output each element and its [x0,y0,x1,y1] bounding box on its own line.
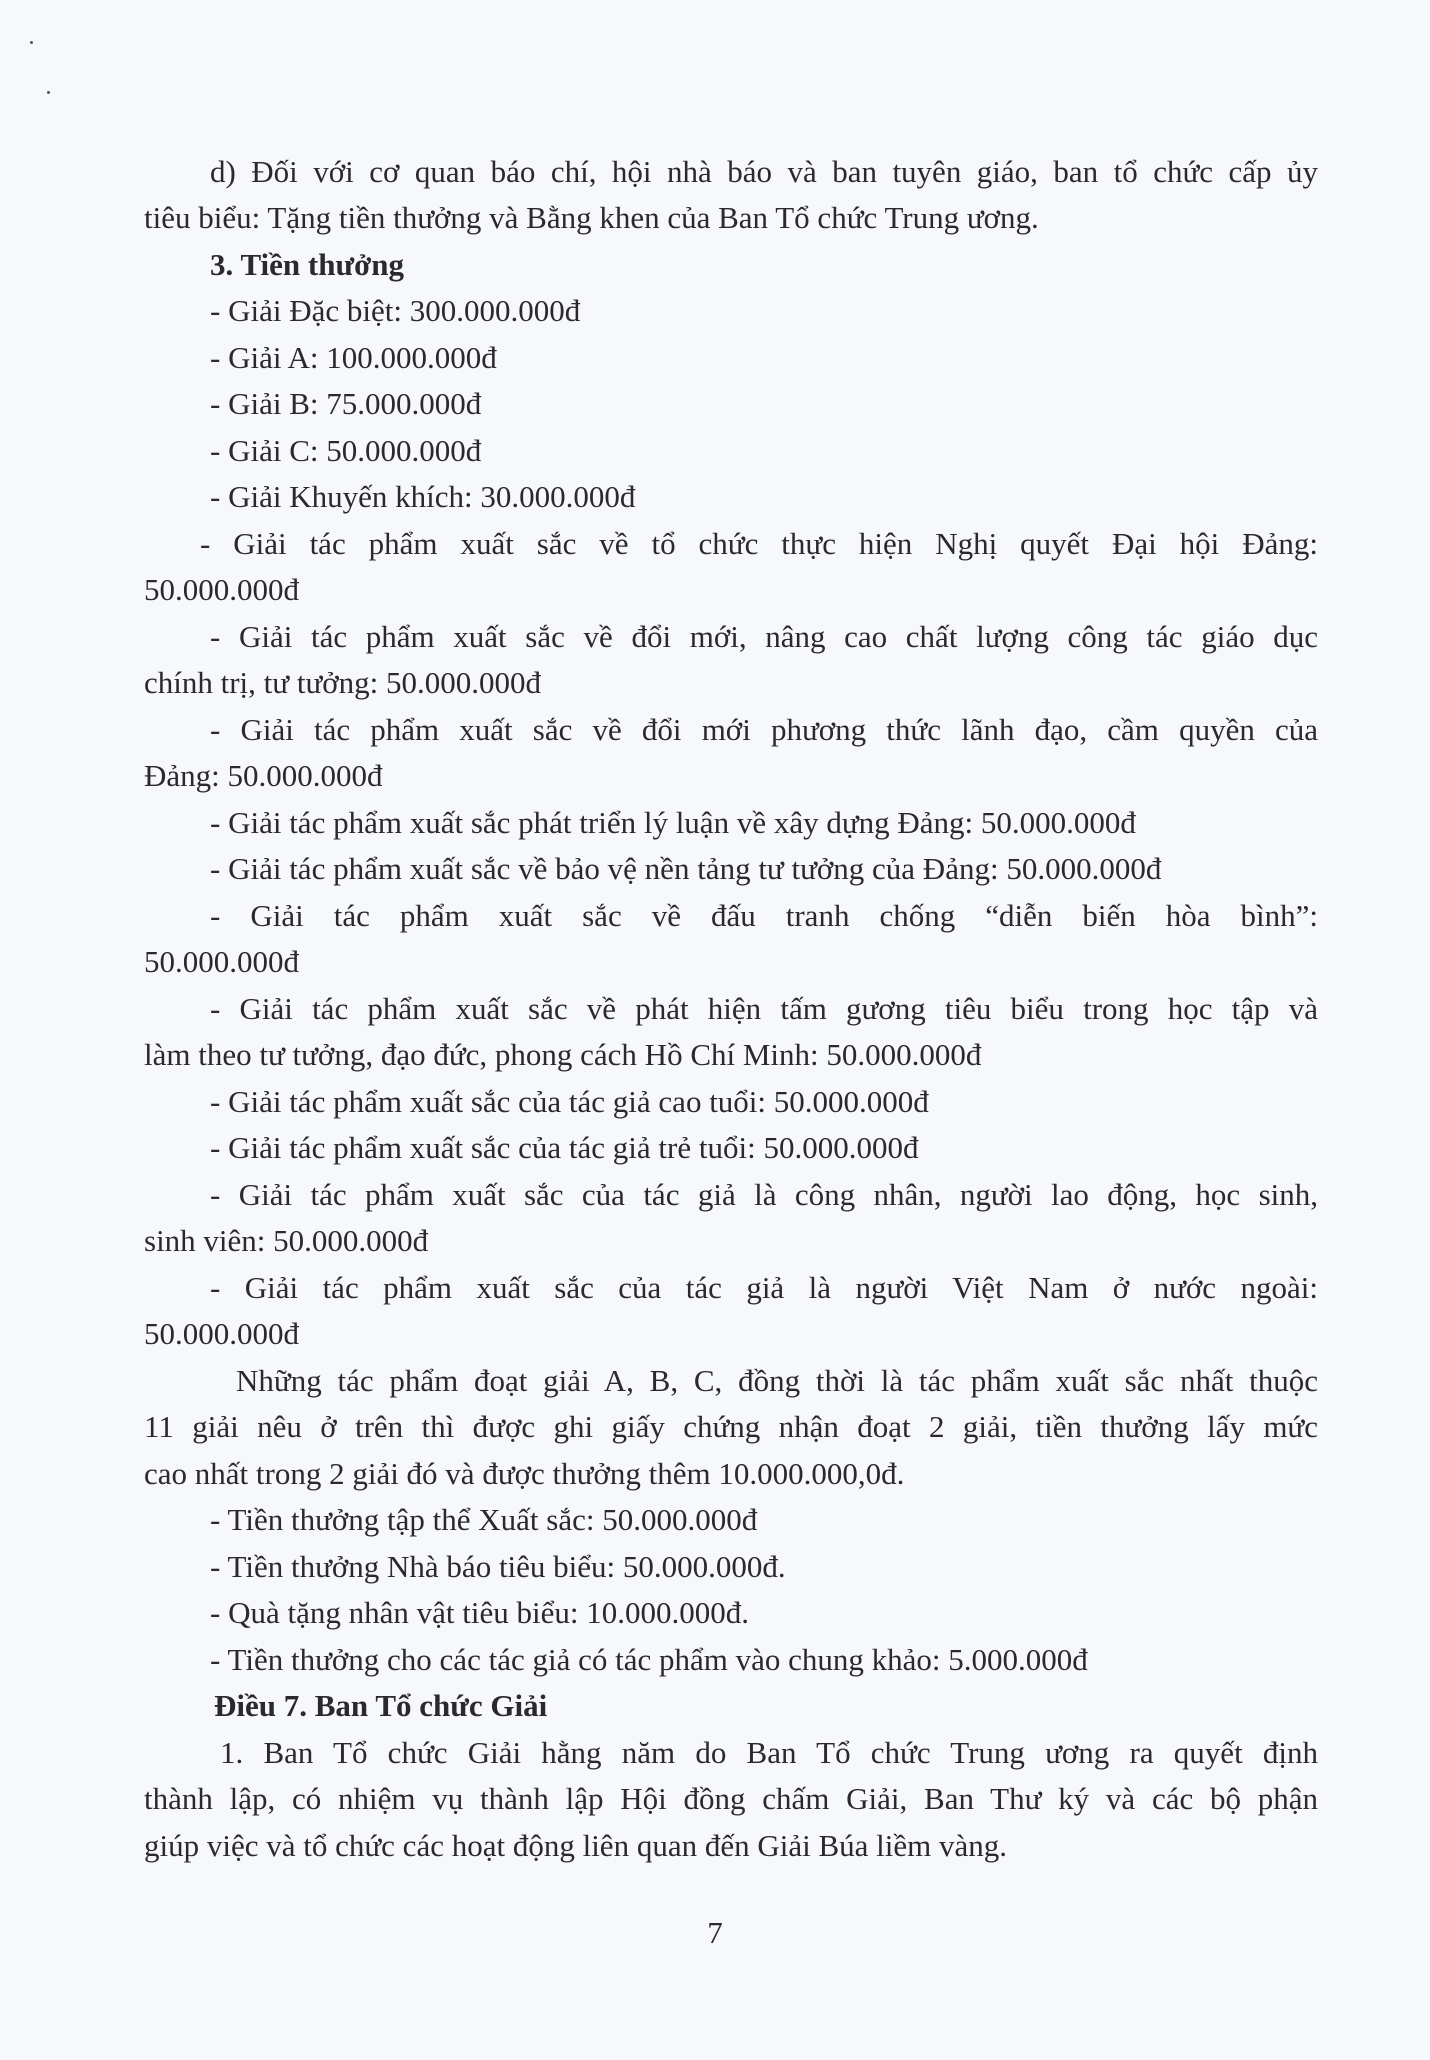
prize-cong-nhan-line-2: sinh viên: 50.000.000đ [144,1223,429,1258]
prize-nhan-vat: - Quà tặng nhân vật tiêu biểu: 10.000.000đ. [210,1595,749,1630]
prize-tre-tuoi: - Giải tác phẩm xuất sắc của tác giả trẻ tuổi: 50.000.000đ [210,1130,919,1165]
paragraph-d-line-1: d) Đối với cơ quan báo chí, hội nhà báo và ban tuyên giáo, ban tổ chức cấp ủy [210,154,1318,189]
prize-chung-khao: - Tiền thưởng cho các tác giả có tác phẩm vào chung khảo: 5.000.000đ [210,1642,1088,1677]
scan-speck [30,41,33,44]
prize-ly-luan: - Giải tác phẩm xuất sắc phát triển lý luận về xây dựng Đảng: 50.000.000đ [210,805,1136,840]
prize-khuyen-khich: - Giải Khuyến khích: 30.000.000đ [210,479,636,514]
prize-b: - Giải B: 75.000.000đ [210,386,482,421]
prize-tam-guong-line-2: làm theo tư tưởng, đạo đức, phong cách Hồ Chí Minh: 50.000.000đ [144,1037,982,1072]
prize-lanh-dao-line-1: - Giải tác phẩm xuất sắc về đổi mới phương thức lãnh đạo, cầm quyền của [210,712,1318,747]
prize-nuoc-ngoai-line-1: - Giải tác phẩm xuất sắc của tác giả là người Việt Nam ở nước ngoài: [210,1270,1318,1305]
article-7-clause-1-line-2: thành lập, có nhiệm vụ thành lập Hội đồng chấm Giải, Ban Thư ký và các bộ phận [144,1781,1318,1816]
prize-giao-duc-line-1: - Giải tác phẩm xuất sắc về đổi mới, nâng cao chất lượng công tác giáo dục [210,619,1318,654]
paragraph-double-prize-line-1: Những tác phẩm đoạt giải A, B, C, đồng thời là tác phẩm xuất sắc nhất thuộc [236,1363,1318,1398]
prize-dac-biet: - Giải Đặc biệt: 300.000.000đ [210,293,581,328]
article-7-clause-1-line-1: 1. Ban Tổ chức Giải hằng năm do Ban Tổ chức Trung ương ra quyết định [220,1735,1318,1770]
section-heading-tien-thuong: 3. Tiền thưởng [210,247,404,282]
prize-nuoc-ngoai-line-2: 50.000.000đ [144,1316,299,1351]
prize-lanh-dao-line-2: Đảng: 50.000.000đ [144,758,383,793]
page-number: 7 [707,1915,723,1950]
paragraph-double-prize-line-3: cao nhất trong 2 giải đó và được thưởng thêm 10.000.000,0đ. [144,1456,905,1491]
prize-tam-guong-line-1: - Giải tác phẩm xuất sắc về phát hiện tấm gương tiêu biểu trong học tập và [210,991,1318,1026]
prize-giao-duc-line-2: chính trị, tư tưởng: 50.000.000đ [144,665,542,700]
prize-cao-tuoi: - Giải tác phẩm xuất sắc của tác giả cao tuổi: 50.000.000đ [210,1084,929,1119]
prize-dau-tranh-line-2: 50.000.000đ [144,944,299,979]
prize-bao-ve: - Giải tác phẩm xuất sắc về bảo vệ nền tảng tư tưởng của Đảng: 50.000.000đ [210,851,1162,886]
prize-c: - Giải C: 50.000.000đ [210,433,482,468]
prize-tap-the: - Tiền thưởng tập thể Xuất sắc: 50.000.000đ [210,1502,758,1537]
prize-nghi-quyet-line-2: 50.000.000đ [144,572,299,607]
article-7-heading: Điều 7. Ban Tổ chức Giải [214,1688,548,1723]
paragraph-d-line-2: tiêu biểu: Tặng tiền thưởng và Bằng khen của Ban Tổ chức Trung ương. [144,200,1039,235]
prize-a: - Giải A: 100.000.000đ [210,340,497,375]
prize-dau-tranh-line-1: - Giải tác phẩm xuất sắc về đấu tranh chống “diễn biến hòa bình”: [210,898,1318,933]
scan-speck [47,91,50,94]
prize-nghi-quyet-line-1: - Giải tác phẩm xuất sắc về tổ chức thực hiện Nghị quyết Đại hội Đảng: [200,526,1318,561]
paragraph-double-prize-line-2: 11 giải nêu ở trên thì được ghi giấy chứng nhận đoạt 2 giải, tiền thưởng lấy mức [144,1409,1318,1444]
prize-cong-nhan-line-1: - Giải tác phẩm xuất sắc của tác giả là công nhân, người lao động, học sinh, [210,1177,1318,1212]
article-7-clause-1-line-3: giúp việc và tổ chức các hoạt động liên quan đến Giải Búa liềm vàng. [144,1828,1008,1863]
prize-nha-bao: - Tiền thưởng Nhà báo tiêu biểu: 50.000.000đ. [210,1549,786,1584]
